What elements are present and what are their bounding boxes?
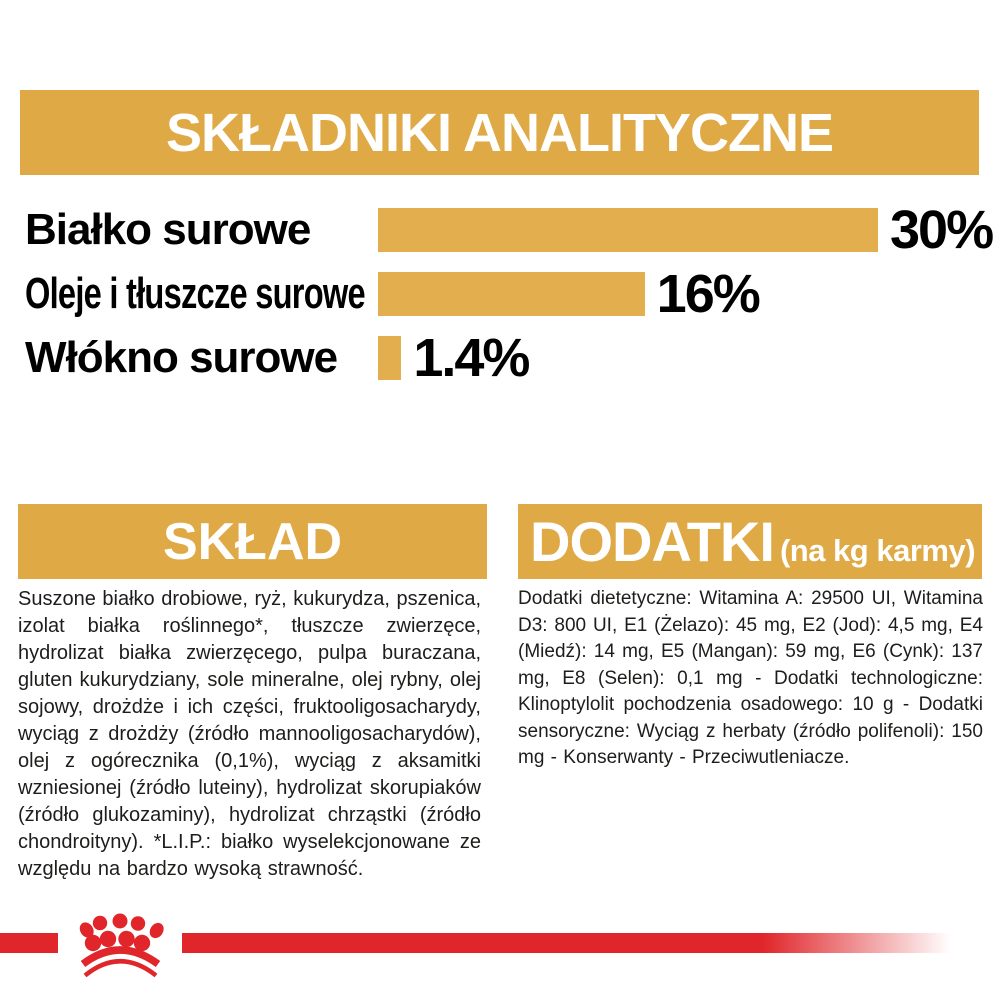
bar-fill bbox=[378, 336, 401, 380]
bar-zone bbox=[378, 264, 995, 324]
dodatki-header bbox=[518, 504, 982, 579]
dodatki-title: DODATKI bbox=[530, 510, 774, 573]
dodatki-header-inner bbox=[530, 509, 982, 574]
royal-canin-crown-icon bbox=[53, 901, 187, 993]
bar-row-label: Białko surowe bbox=[25, 205, 311, 254]
sklad-header bbox=[18, 504, 487, 579]
bar-row-label: Włókno surowe bbox=[25, 333, 338, 382]
bar-label-box bbox=[25, 269, 365, 318]
bar-row bbox=[0, 198, 1000, 262]
bar-zone bbox=[378, 328, 995, 388]
analytical-chart bbox=[0, 198, 1000, 390]
bar-label-box bbox=[25, 333, 365, 382]
sklad-title: SKŁAD bbox=[162, 512, 343, 571]
analytical-header bbox=[20, 90, 979, 175]
bar-value-label: 16% bbox=[656, 264, 759, 324]
bar-fill bbox=[378, 272, 645, 316]
bar-fill bbox=[378, 208, 878, 252]
bar-value-label: 1.4% bbox=[413, 328, 529, 388]
bar-row bbox=[0, 262, 1000, 326]
analytical-header-inner bbox=[20, 102, 979, 164]
dodatki-title-line bbox=[530, 509, 975, 574]
brand-band-right bbox=[182, 933, 1000, 953]
bar-row-label: Oleje i tłuszcze surowe bbox=[25, 269, 365, 318]
sklad-header-inner bbox=[18, 512, 487, 572]
brand-band-left bbox=[0, 933, 58, 953]
bar-row bbox=[0, 326, 1000, 390]
sklad-body: Suszone białko drobiowe, ryż, kukurydza, pszenica, izolat białka roślinnego*, tłuszcze zwierzęce, hydrolizat białka zwierzęcego, pulpa buraczana, gluten kukurydziany, sole mineralne, olej rybny, olej sojowy, drożdże i ich części, fruktooligosacharydy, wyciąg z drożdży (źródło mannooligosacharydów), olej z ogórecznika (0,1%), wyciąg z aksamitki wzniesionej (źródło luteiny), hydrolizat skorupiaków (źródło glukozaminy), hydrolizat chrząstki (źródło chondroityny). *L.I.P.: białko wyselekcjonowane ze względu na bardzo wysoką strawność. bbox=[18, 588, 482, 880]
dodatki-body: Dodatki dietetyczne: Witamina A: 29500 UI, Witamina D3: 800 UI, E1 (Żelazo): 45 mg, E2 (Jod): 4,5 mg, E4 (Miedź): 14 mg, E5 (Mangan): 59 mg, E6 (Cynk): 137 mg, E8 (Selen): 0,1 mg - Dodatki technologiczne: Klinoptylolit pochodzenia osadowego: 10 g - Dodatki sensoryczne: Wyciąg z herbaty (źródło polifenoli): 150 mg - Konserwanty - Przeciwutleniacze. bbox=[518, 588, 983, 768]
bar-label-box bbox=[25, 205, 365, 254]
dodatki-title-suffix: (na kg karmy) bbox=[779, 533, 976, 568]
analytical-title: SKŁADNIKI ANALITYCZNE bbox=[166, 102, 833, 163]
bar-zone bbox=[378, 200, 995, 260]
bar-value-label: 30% bbox=[890, 200, 993, 260]
